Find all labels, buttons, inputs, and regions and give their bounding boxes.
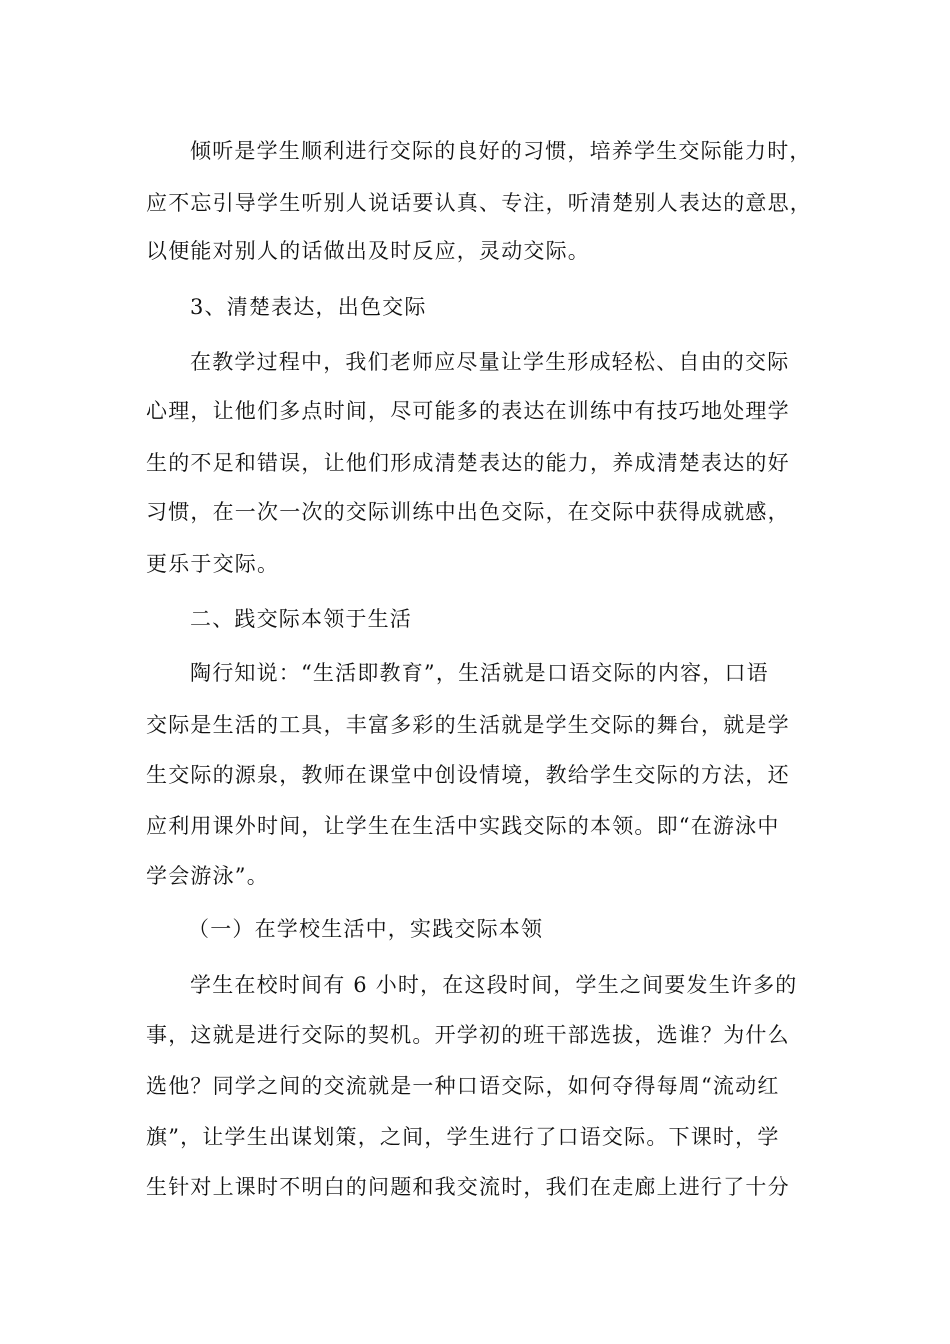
paragraph-4-line-5: 生针对上课时不明白的问题和我交流时，我们在走廊上进行了十分 bbox=[146, 1175, 790, 1199]
subsection-heading-1: （一）在学校生活中，实践交际本领 bbox=[188, 917, 544, 941]
paragraph-1-line-3: 以便能对别人的话做出及时反应，灵动交际。 bbox=[146, 239, 590, 263]
paragraph-1-line-2: 应不忘引导学生听别人说话要认真、专注，听清楚别人表达的意思， bbox=[146, 191, 812, 215]
paragraph-4-line-1: 学生在校时间有 6 小时，在这段时间，学生之间要发生许多的 bbox=[190, 973, 798, 997]
paragraph-3-line-5: 学会游泳”。 bbox=[146, 864, 269, 888]
paragraph-2-line-2: 心理，让他们多点时间，尽可能多的表达在训练中有技巧地处理学 bbox=[146, 399, 790, 423]
paragraph-4-line-2: 事，这就是进行交际的契机。开学初的班干部选拔，选谁？为什么 bbox=[146, 1023, 790, 1047]
paragraph-3-line-2: 交际是生活的工具，丰富多彩的生活就是学生交际的舞台，就是学 bbox=[146, 713, 790, 737]
paragraph-4-line-4: 旗”，让学生出谋划策，之间，学生进行了口语交际。下课时，学 bbox=[146, 1125, 780, 1149]
paragraph-3-line-3: 生交际的源泉，教师在课堂中创设情境，教给学生交际的方法，还 bbox=[146, 763, 790, 787]
paragraph-2-line-5: 更乐于交际。 bbox=[146, 552, 280, 576]
paragraph-4-line-3: 选他？同学之间的交流就是一种口语交际，如何夺得每周“流动红 bbox=[146, 1074, 780, 1098]
paragraph-3-line-1: 陶行知说：“生活即教育”，生活就是口语交际的内容，口语 bbox=[190, 661, 769, 685]
paragraph-3-line-4: 应利用课外时间，让学生在生活中实践交际的本领。即“在游泳中 bbox=[146, 814, 780, 838]
paragraph-2-line-4: 习惯，在一次一次的交际训练中出色交际，在交际中获得成就感， bbox=[146, 500, 790, 524]
section-heading-2: 二、践交际本领于生活 bbox=[190, 607, 412, 631]
paragraph-2-line-1: 在教学过程中，我们老师应尽量让学生形成轻松、自由的交际 bbox=[190, 350, 790, 374]
paragraph-1-line-1: 倾听是学生顺利进行交际的良好的习惯，培养学生交际能力时， bbox=[190, 139, 812, 163]
section-heading-3: 3、清楚表达，出色交际 bbox=[190, 295, 427, 319]
paragraph-2-line-3: 生的不足和错误，让他们形成清楚表达的能力，养成清楚表达的好 bbox=[146, 451, 790, 475]
